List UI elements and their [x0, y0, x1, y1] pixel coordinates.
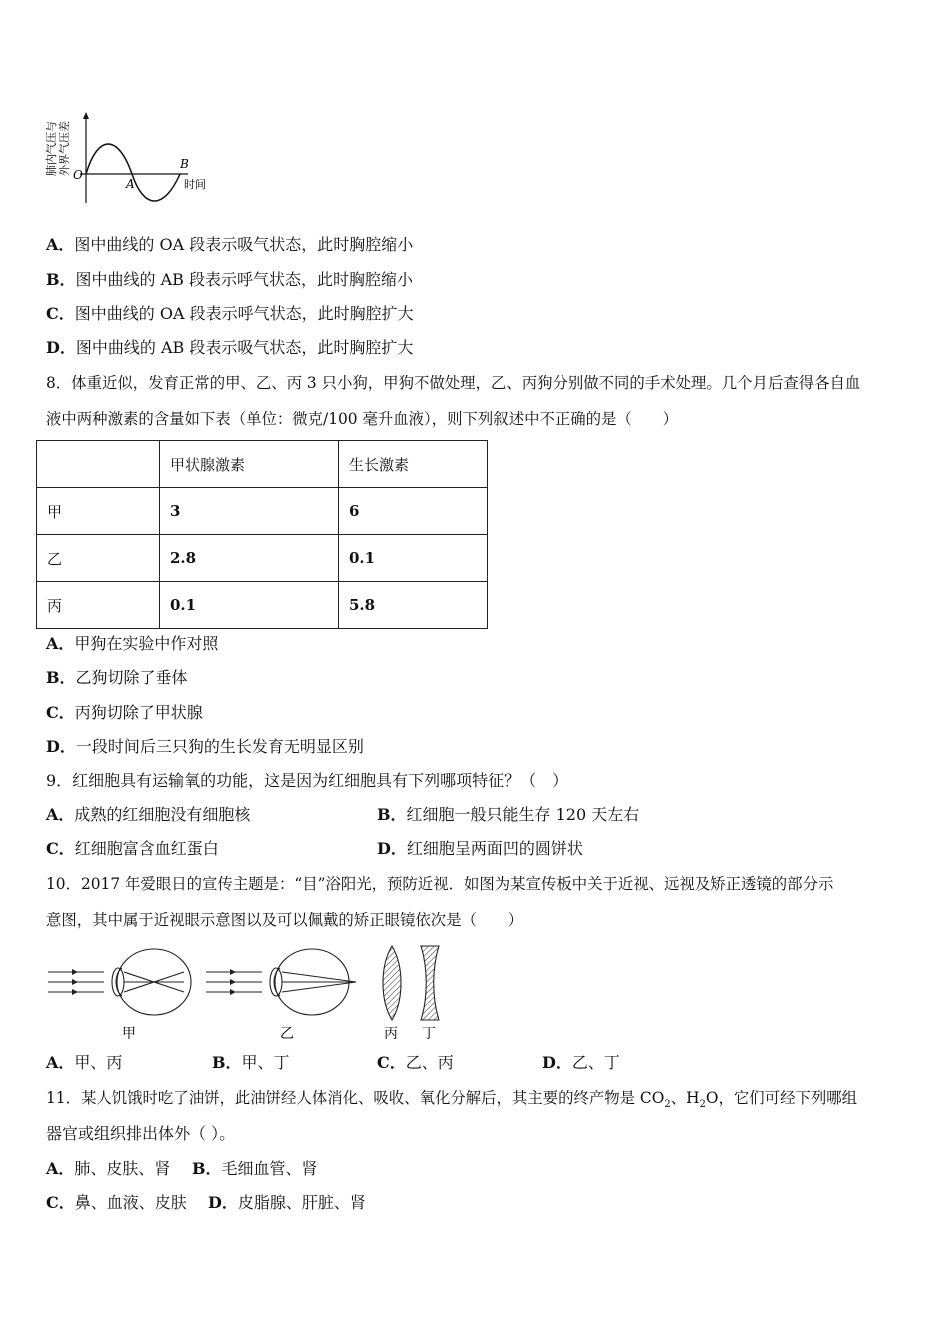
- q9-option-b[interactable]: [377, 805, 639, 825]
- option-key: C．: [46, 304, 75, 323]
- option-text: 丙狗切除了甲状腺: [74, 703, 203, 722]
- option-key: A．: [46, 235, 75, 254]
- table-row: [37, 582, 488, 629]
- q11-sub2: 2: [699, 1099, 706, 1111]
- option-key: B．: [212, 1053, 242, 1072]
- option-text: 乙狗切除了垂体: [75, 668, 188, 687]
- table-cell: 5.8: [339, 582, 488, 629]
- option-key: A．: [46, 1159, 75, 1178]
- table-cell: 0.1: [339, 535, 488, 582]
- q8-stem-line2: 液中两种激素的含量如下表（单位：微克/100 毫升血液），则下列叙述中不正确的是（ ）: [46, 410, 678, 428]
- option-key: C．: [377, 1053, 406, 1072]
- option-key: A．: [46, 805, 75, 824]
- table-row: [37, 535, 488, 582]
- q10-stem-line1: 10．2017 年爱眼日的宣传主题是：“目”浴阳光，预防近视．如图为某宣传板中关于近视、远视及矫正透镜的部分示: [46, 875, 834, 893]
- option-text: 一段时间后三只狗的生长发育无明显区别: [75, 737, 364, 756]
- figure-label-bing: 丙: [384, 1026, 398, 1042]
- option-text: 图中曲线的 AB 段表示呼气状态，此时胸腔缩小: [75, 270, 414, 289]
- option-text: 毛细血管、肾: [221, 1159, 318, 1178]
- option-key: D．: [46, 338, 76, 357]
- concave-lens-icon: [421, 946, 439, 1020]
- figure-label-yi: 乙: [280, 1026, 294, 1042]
- table-cell: 0.1: [160, 582, 339, 629]
- option-key: C．: [46, 703, 75, 722]
- q11-option-c[interactable]: [46, 1193, 187, 1213]
- q8-stem-line1: 8．体重近似，发育正常的甲、乙、丙 3 只小狗，甲狗不做处理，乙、丙狗分别做不同的手术处理。几个月后查得各自血: [46, 374, 861, 392]
- y-label-line2: 外界气压差: [58, 121, 71, 176]
- q7-option-c[interactable]: [46, 304, 414, 324]
- option-text: 甲狗在实验中作对照: [74, 634, 219, 653]
- q10-option-b[interactable]: [212, 1053, 290, 1073]
- option-text: 乙、丙: [405, 1053, 454, 1072]
- q11-stem-line1: [46, 1088, 857, 1115]
- option-key: D．: [46, 737, 76, 756]
- table-cell: 乙: [37, 535, 160, 582]
- q9-option-a[interactable]: [46, 805, 250, 825]
- y-label-line1: 肺内气压与: [45, 121, 58, 176]
- eye-lens-figure: [44, 940, 464, 1042]
- q9-option-c[interactable]: [46, 839, 219, 859]
- q11-stem-line2: 器官或组织排出体外（ ）。: [46, 1124, 236, 1143]
- option-key: D．: [377, 839, 407, 858]
- q7-option-d[interactable]: [46, 338, 413, 358]
- q7-option-a[interactable]: [46, 235, 413, 255]
- q8-option-b[interactable]: [46, 668, 188, 688]
- q10-option-d[interactable]: [542, 1053, 620, 1073]
- option-text: 图中曲线的 OA 段表示呼气状态，此时胸腔扩大: [74, 304, 414, 323]
- figure-label-ding: 丁: [422, 1026, 436, 1042]
- option-text: 成熟的红细胞没有细胞核: [74, 805, 251, 824]
- q10-stem-line2: 意图，其中属于近视眼示意图以及可以佩戴的矫正眼镜依次是（ ）: [46, 911, 524, 929]
- table-header-cell: 甲状腺激素: [160, 441, 339, 488]
- q8-option-d[interactable]: [46, 737, 364, 757]
- table-cell: 甲: [37, 488, 160, 535]
- q9-option-d[interactable]: [377, 839, 583, 859]
- origin-label: O: [73, 168, 83, 182]
- table-cell: 3: [160, 488, 339, 535]
- arrow-icon: [72, 969, 78, 975]
- option-text: 红细胞富含血红蛋白: [74, 839, 219, 858]
- q11-stem-part3: O，它们可经下列哪组: [705, 1089, 858, 1107]
- option-text: 图中曲线的 AB 段表示吸气状态，此时胸腔扩大: [75, 338, 414, 357]
- option-text: 鼻、血液、皮肤: [74, 1193, 187, 1212]
- q11-option-b[interactable]: [192, 1159, 318, 1179]
- option-key: D．: [208, 1193, 238, 1212]
- option-key: C．: [46, 839, 75, 858]
- table-cell: 2.8: [160, 535, 339, 582]
- eye-jia-diagram: [48, 949, 191, 1015]
- arrow-icon: [72, 989, 78, 995]
- option-text: 肺、皮肤、肾: [74, 1159, 171, 1178]
- q7-option-b[interactable]: [46, 270, 413, 290]
- q10-option-a[interactable]: [46, 1053, 122, 1073]
- eye-yi-diagram: [206, 949, 356, 1015]
- option-text: 甲、丁: [241, 1053, 290, 1072]
- option-text: 图中曲线的 OA 段表示吸气状态，此时胸腔缩小: [74, 235, 414, 254]
- table-cell: 6: [339, 488, 488, 535]
- arrow-icon: [72, 979, 78, 985]
- figure-label-jia: 甲: [122, 1026, 136, 1042]
- pressure-graph: [40, 108, 220, 208]
- option-key: B．: [46, 668, 76, 687]
- q11-stem-part1: 11．某人饥饿时吃了油饼，此油饼经人体消化、吸收、氧化分解后，其主要的终产物是 CO: [46, 1089, 665, 1107]
- y-axis-arrow: [83, 112, 89, 119]
- y-axis-label: [44, 121, 71, 176]
- hormone-table: [36, 440, 488, 629]
- q9-stem: 9．红细胞具有运输氧的功能，这是因为红细胞具有下列哪项特征？（ ）: [46, 771, 569, 790]
- arrow-icon: [230, 979, 236, 985]
- option-key: B．: [46, 270, 76, 289]
- table-header-row: [37, 441, 488, 488]
- table-cell: 丙: [37, 582, 160, 629]
- arrow-icon: [230, 969, 236, 975]
- option-key: B．: [192, 1159, 222, 1178]
- q11-sub1: 2: [664, 1099, 671, 1111]
- option-key: A．: [46, 634, 75, 653]
- option-text: 红细胞一般只能生存 120 天左右: [406, 805, 640, 824]
- option-text: 红细胞呈两面凹的圆饼状: [406, 839, 583, 858]
- option-key: D．: [542, 1053, 572, 1072]
- q11-option-d[interactable]: [208, 1193, 366, 1213]
- option-text: 乙、丁: [571, 1053, 620, 1072]
- arrow-icon: [230, 989, 236, 995]
- q8-option-a[interactable]: [46, 634, 218, 654]
- x-axis-label: 时间: [184, 178, 206, 191]
- table-header-cell: 生长激素: [339, 441, 488, 488]
- option-text: 甲、丙: [74, 1053, 123, 1072]
- point-b-label: B: [180, 157, 189, 171]
- option-key: A．: [46, 1053, 75, 1072]
- q11-option-a[interactable]: [46, 1159, 170, 1179]
- table-row: [37, 488, 488, 535]
- convex-lens-icon: [383, 946, 401, 1020]
- option-key: B．: [377, 805, 407, 824]
- point-a-label: A: [126, 177, 135, 191]
- option-key: C．: [46, 1193, 75, 1212]
- pressure-curve: [86, 144, 180, 201]
- table-header-cell: [37, 441, 160, 488]
- q10-option-c[interactable]: [377, 1053, 454, 1073]
- q11-stem-part2: 、H: [670, 1089, 700, 1107]
- option-text: 皮脂腺、肝脏、肾: [237, 1193, 366, 1212]
- q8-option-c[interactable]: [46, 703, 203, 723]
